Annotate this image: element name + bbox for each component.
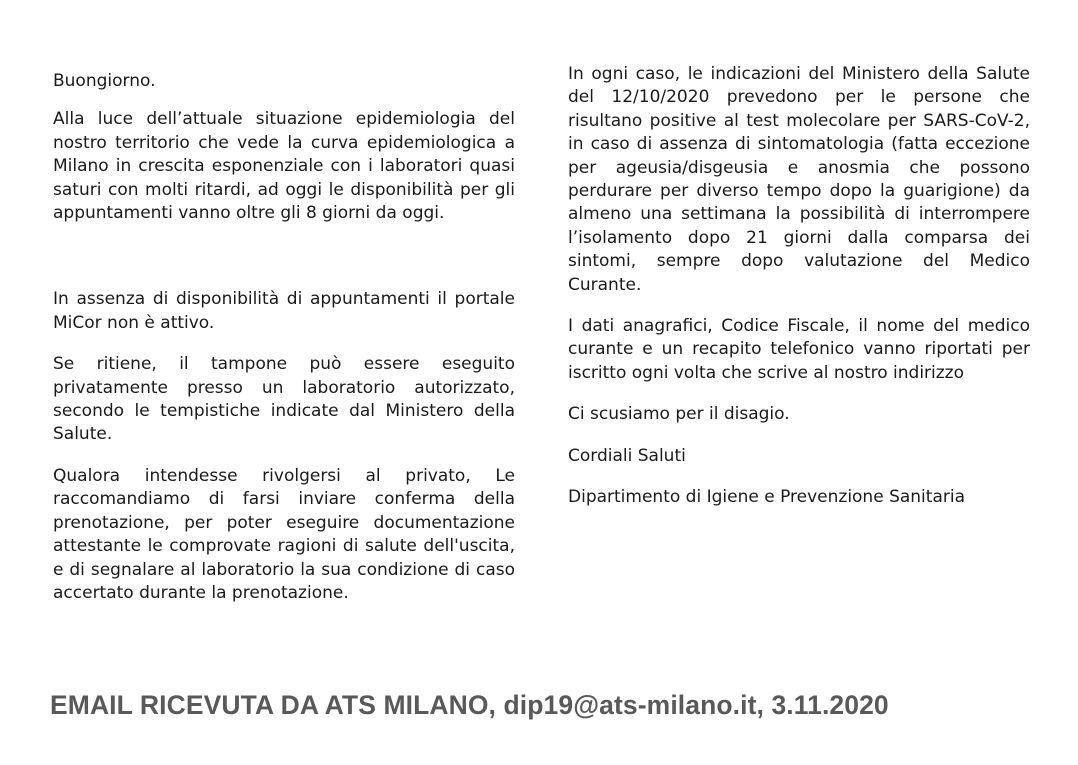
personal-data-paragraph: I dati anagrafici, Codice Fiscale, il nome del medico curante e un recapito telefonico vanno riportati per iscritto ogni volta che scrive al nostro indirizzo <box>568 316 1030 383</box>
greeting-paragraph: Buongiorno. <box>53 71 156 91</box>
email-left-column <box>53 70 515 605</box>
signature-paragraph: Dipartimento di Igiene e Prevenzione Sanitaria <box>568 487 965 508</box>
private-swab-paragraph: Se ritiene, il tampone può essere eseguito privatamente presso un laboratorio autorizzato, secondo le tempistiche indicate dal Ministero della Salute. <box>53 354 515 445</box>
apology-paragraph: Ci scusiamo per il disagio. <box>568 404 790 425</box>
epidemiological-situation-paragraph: Alla luce dell’attuale situazione epidemiologia del nostro territorio che vede la curva epidemiologica a Milano in crescita esponenziale con i laboratori quasi saturi con molti ritardi, ad oggi le disponibilità per gli appuntamenti vanno oltre gli 8 giorni da oggi. <box>53 109 515 224</box>
source-caption: EMAIL RICEVUTA DA ATS MILANO, dip19@ats-milano.it, 3.11.2020 <box>50 690 889 720</box>
closing-paragraph: Cordiali Saluti <box>568 445 686 466</box>
micor-portal-paragraph: In assenza di disponibilità di appuntamenti il portale MiCor non è attivo. <box>53 289 515 333</box>
email-right-column <box>568 63 1030 510</box>
private-booking-paragraph: Qualora intendesse rivolgersi al privato, Le raccomandiamo di farsi inviare conferma della prenotazione, per poter eseguire documentazione attestante le comprovate ragioni di salute dell'uscita, e di segnalare al laboratorio la sua condizione di caso accertato durante la prenotazione. <box>53 465 515 603</box>
ministry-guidelines-paragraph: In ogni caso, le indicazioni del Ministero della Salute del 12/10/2020 prevedono per le persone che risultano positive al test molecolare per SARS-CoV-2, in caso di assenza di sintomatologia (fatta eccezione per ageusia/disgeusia e anosmia che possono perdurare per diverso tempo dopo la guarigione) da almeno una settimana la possibilità di interrompere l’isolamento dopo 21 giorni dalla comparsa dei sintomi, sempre dopo valutazione del Medico Curante. <box>568 64 1030 295</box>
